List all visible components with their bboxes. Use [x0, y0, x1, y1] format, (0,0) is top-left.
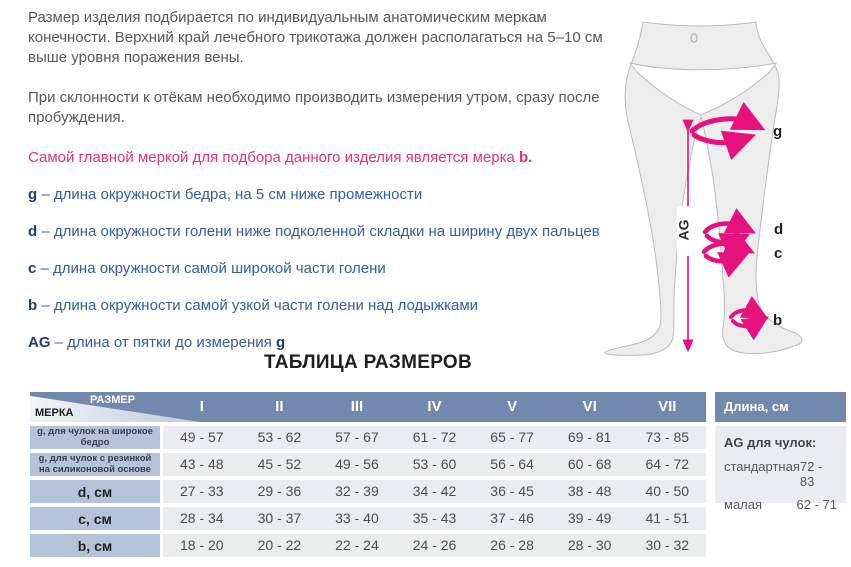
col-header-2: II [275, 398, 284, 415]
table-row [30, 507, 706, 530]
cell: 32 - 39 [335, 483, 379, 499]
cell: 41 - 51 [645, 510, 690, 526]
legs-illustration [595, 0, 851, 365]
cell: 73 - 85 [645, 429, 690, 445]
col-header-1: I [199, 398, 204, 415]
length-name: малая [724, 497, 763, 512]
cell: 20 - 22 [257, 537, 302, 553]
col-header-3: III [350, 398, 364, 415]
cell: 34 - 42 [412, 483, 457, 499]
row-values [163, 534, 706, 557]
length-panel-header: Длина, см [715, 392, 846, 422]
row-label: g, для чулок с резинкой на силиконовой основе [30, 453, 160, 476]
cell: 35 - 43 [412, 510, 457, 526]
cell: 30 - 37 [257, 510, 302, 526]
length-row-small [724, 497, 837, 512]
row-values [163, 507, 706, 530]
row-label: d, см [30, 480, 160, 503]
cell: 45 - 52 [257, 456, 302, 472]
cell: 64 - 72 [645, 456, 690, 472]
cell: 30 - 32 [645, 537, 690, 553]
cell: 57 - 67 [335, 429, 379, 445]
table-row [30, 426, 706, 449]
row-values [163, 480, 706, 503]
measurement-item-ag: AG – длина от пятки до измерения g [28, 334, 286, 351]
highlight-sentence [28, 148, 620, 168]
length-panel-body [715, 426, 846, 512]
length-value: 62 - 71 [796, 497, 837, 512]
cell: 28 - 30 [567, 537, 612, 553]
length-row-standard [724, 459, 837, 489]
diagram-label-c: c [774, 245, 783, 262]
cell: 26 - 28 [490, 537, 534, 553]
size-table [30, 392, 706, 557]
row-values [163, 453, 706, 476]
measurement-item-b: b – длина окружности самой узкой части голени над лодыжками [28, 297, 479, 314]
measurement-item-d: d – длина окружности голени ниже подколенной складки на ширину двух пальцев [28, 223, 600, 240]
row-label: c, см [30, 507, 160, 530]
cell: 39 - 49 [567, 510, 612, 526]
cell: 37 - 46 [490, 510, 534, 526]
cell: 61 - 72 [412, 429, 457, 445]
size-column-headers [163, 392, 706, 422]
corner-label-measure: МЕРКА [35, 407, 74, 419]
cell: 28 - 34 [179, 510, 224, 526]
highlight-text: Самой главной меркой для подбора данного изделия является мерка [28, 149, 519, 166]
measurement-item-g: g – длина окружности бедра, на 5 см ниже промежности [28, 186, 423, 203]
intro-text-column [28, 8, 620, 369]
cell: 18 - 20 [179, 537, 224, 553]
measurement-definitions [28, 184, 620, 353]
row-values [163, 426, 706, 449]
table-row [30, 534, 706, 557]
cell: 24 - 26 [412, 537, 457, 553]
cell: 36 - 45 [490, 483, 534, 499]
highlight-suffix: b. [518, 149, 533, 166]
cell: 29 - 36 [257, 483, 302, 499]
table-row [30, 453, 706, 476]
col-header-7: VII [658, 398, 677, 415]
length-value: 72 - 83 [799, 459, 823, 489]
intro-paragraph-1: Размер изделия подбирается по индивидуальным анатомическим меркам конечности. Верхний край лечебного трикотажа должен располагаться на 5–10 см выше уровня поражения вены. [28, 9, 603, 66]
length-name: стандартная [724, 459, 800, 474]
cell: 22 - 24 [335, 537, 379, 553]
size-table-title: ТАБЛИЦА РАЗМЕРОВ [263, 352, 473, 373]
cell: 56 - 64 [490, 456, 534, 472]
cell: 33 - 40 [335, 510, 379, 526]
cell: 40 - 50 [645, 483, 690, 499]
cell: 53 - 60 [412, 456, 457, 472]
cell: 27 - 33 [179, 483, 224, 499]
col-header-4: IV [427, 398, 442, 415]
cell: 49 - 57 [179, 429, 224, 445]
legs-measurement-diagram [595, 0, 851, 365]
cell: 60 - 68 [567, 456, 612, 472]
corner-label-size: РАЗМЕР [90, 394, 136, 406]
cell: 43 - 48 [179, 456, 224, 472]
cell: 53 - 62 [257, 429, 302, 445]
cell: 49 - 56 [335, 456, 379, 472]
length-panel-subtitle: AG для чулок: [724, 435, 817, 450]
ag-axis-label: AG [675, 219, 692, 241]
measurement-item-c: c – длина окружности самой широкой части голени [28, 260, 386, 277]
diagram-label-g: g [773, 123, 783, 140]
size-table-header [30, 392, 706, 422]
col-header-5: V [507, 398, 518, 415]
table-row [30, 480, 706, 503]
diagram-label-b: b [773, 312, 783, 329]
cell: 38 - 48 [567, 483, 612, 499]
cell: 69 - 81 [567, 429, 612, 445]
length-panel [715, 392, 846, 512]
row-label: g, для чулок на широкое бедро [30, 426, 160, 449]
col-header-6: VI [582, 398, 597, 415]
cell: 65 - 77 [490, 429, 534, 445]
intro-paragraph-2: При склонности к отёкам необходимо производить измерения утром, сразу после пробуждения. [28, 89, 600, 126]
row-label: b, см [30, 534, 160, 557]
diagram-label-d: d [774, 221, 784, 238]
